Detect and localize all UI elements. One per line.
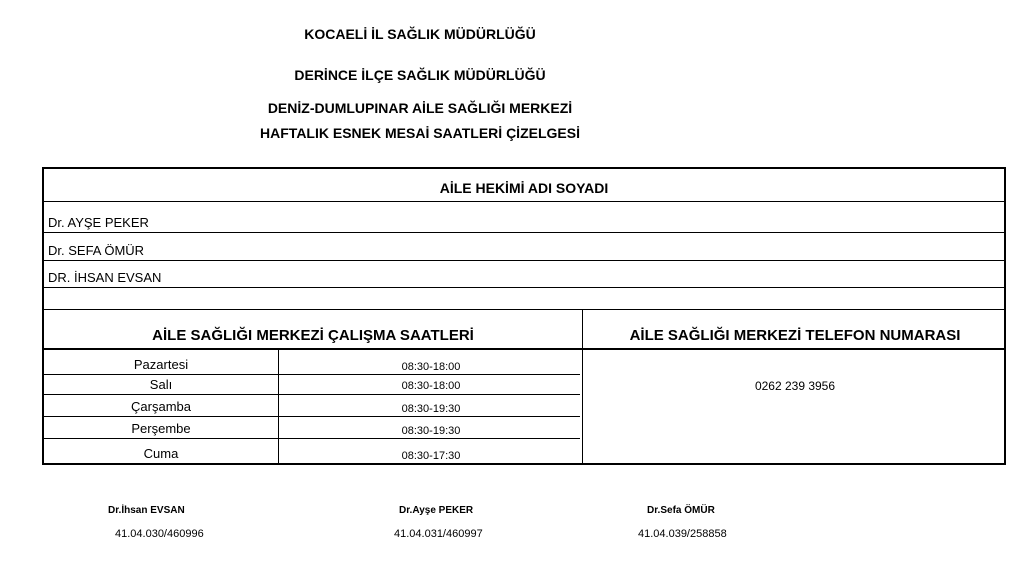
signature-code: 41.04.030/460996 [115, 528, 204, 540]
title-provincial-directorate: KOCAELİ İL SAĞLIK MÜDÜRLÜĞÜ [304, 26, 536, 42]
divider [44, 201, 1004, 202]
title-schedule: HAFTALIK ESNEK MESAİ SAATLERİ ÇİZELGESİ [260, 125, 580, 141]
signature-name: Dr.İhsan EVSAN [108, 505, 185, 516]
signature-name: Dr.Sefa ÖMÜR [647, 505, 715, 516]
doctor-name: DR. İHSAN EVSAN [48, 270, 162, 285]
divider [44, 309, 1004, 310]
signature-name: Dr.Ayşe PEKER [399, 505, 474, 516]
divider [44, 232, 1004, 233]
doctor-name: Dr. AYŞE PEKER [48, 215, 149, 230]
signature-code: 41.04.039/258858 [638, 528, 727, 540]
day-label: Pazartesi [133, 357, 189, 372]
day-label: Perşembe [131, 421, 191, 436]
column-divider [278, 349, 279, 463]
phone-heading: AİLE SAĞLIĞI MERKEZİ TELEFON NUMARASI [629, 327, 961, 344]
day-label: Cuma [143, 446, 179, 461]
divider [44, 287, 1004, 288]
column-divider [582, 309, 583, 463]
schedule-table [42, 167, 1006, 465]
doctor-name: Dr. SEFA ÖMÜR [48, 243, 145, 258]
signature-code: 41.04.031/460997 [394, 528, 483, 540]
title-district-directorate: DERİNCE İLÇE SAĞLIK MÜDÜRLÜĞÜ [294, 67, 546, 83]
divider [44, 374, 580, 375]
day-hours: 08:30-17:30 [401, 450, 461, 462]
divider [44, 260, 1004, 261]
divider [44, 348, 1004, 350]
title-health-center: DENİZ-DUMLUPINAR AİLE SAĞLIĞI MERKEZİ [267, 100, 573, 116]
divider [44, 394, 580, 395]
doctors-heading: AİLE HEKİMİ ADI SOYADI [439, 180, 609, 196]
working-hours-heading: AİLE SAĞLIĞI MERKEZİ ÇALIŞMA SAATLERİ [152, 327, 474, 344]
day-hours: 08:30-18:00 [401, 361, 461, 373]
phone-number: 0262 239 3956 [754, 379, 836, 393]
day-label: Salı [149, 377, 173, 392]
day-hours: 08:30-18:00 [401, 380, 461, 392]
divider [44, 416, 580, 417]
divider [44, 438, 580, 439]
day-hours: 08:30-19:30 [401, 425, 461, 437]
day-hours: 08:30-19:30 [401, 403, 461, 415]
day-label: Çarşamba [131, 399, 191, 414]
